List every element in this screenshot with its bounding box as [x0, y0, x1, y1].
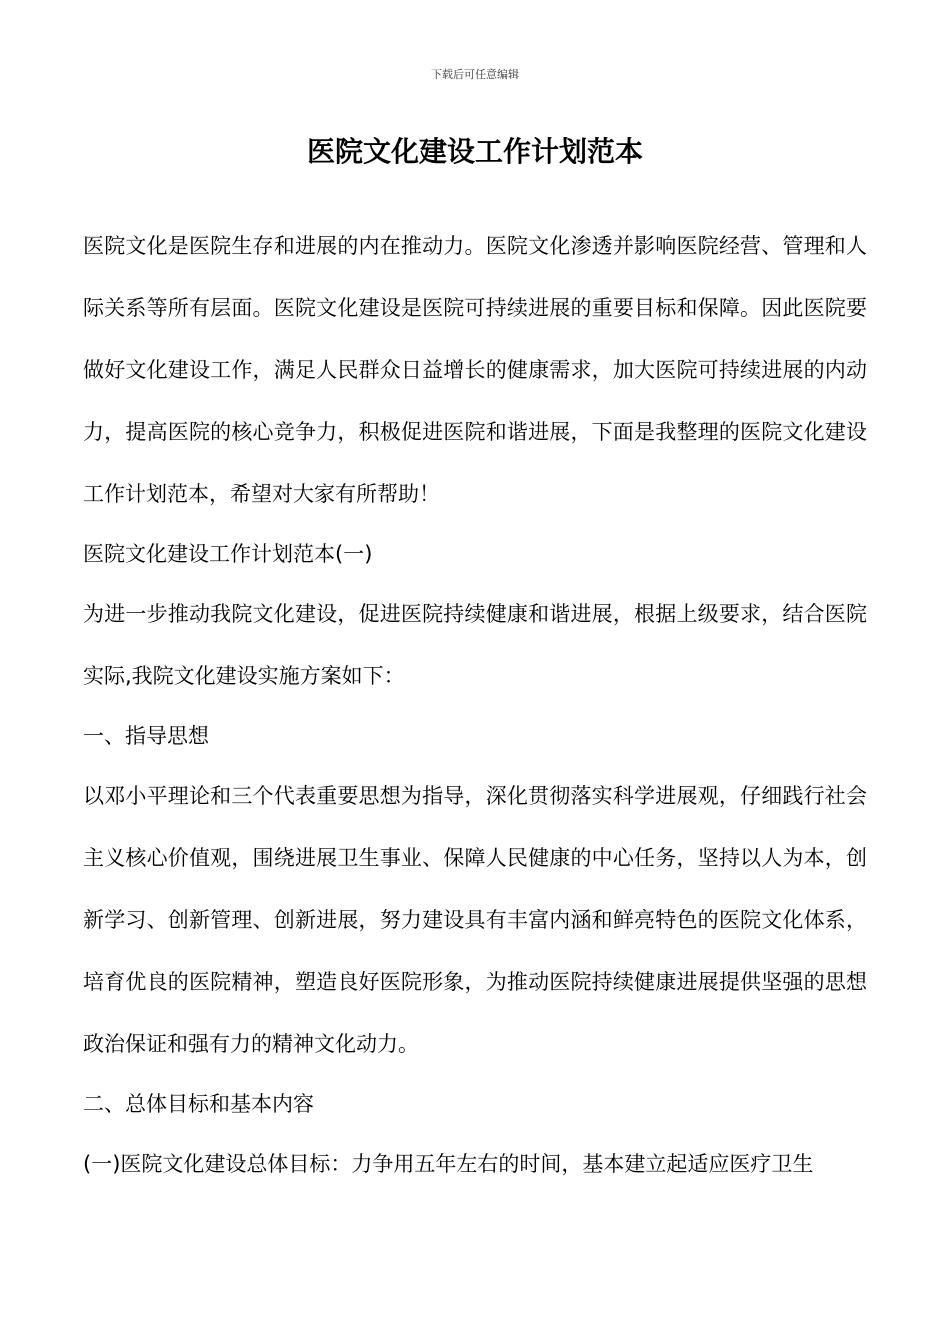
document-body	[83, 215, 867, 1195]
header-note: 下载后可任意编辑	[431, 68, 519, 81]
intro-paragraph: 医院文化是医院生存和进展的内在推动力。医院文化渗透并影响医院经营、管理和人际关系等所有层面。医院文化建设是医院可持续进展的重要目标和保障。因此医院要做好文化建设工作，满足人民群众日益增长的健康需求，加大医院可持续进展的内动力，提高医院的核心竞争力，积极促进医院和谐进展，下面是我整理的医院文化建设工作计划范本，希望对大家有所帮助！	[83, 234, 867, 506]
plan-intro-paragraph: 为进一步推动我院文化建设，促进医院持续健康和谐进展，根据上级要求，结合医院实际,我院文化建设实施方案如下：	[83, 602, 867, 688]
section-heading-guiding-ideology: 一、指导思想	[83, 724, 209, 748]
guiding-ideology-paragraph: 以邓小平理论和三个代表重要思想为指导，深化贯彻落实科学进展观，仔细践行社会主义核心价值观，围绕进展卫生事业、保障人民健康的中心任务，坚持以人为本，创新学习、创新管理、创新进展，努力建设具有丰富内涵和鲜亮特色的医院文化体系，培育优良的医院精神，塑造良好医院形象，为推动医院持续健康进展提供坚强的思想政治保证和强有力的精神文化动力。	[83, 784, 867, 1056]
section-heading-plan-1: 医院文化建设工作计划范本(一)	[83, 542, 373, 566]
goals-paragraph: (一)医院文化建设总体目标：力争用五年左右的时间，基本建立起适应医疗卫生	[83, 1152, 814, 1176]
section-heading-goals: 二、总体目标和基本内容	[83, 1092, 314, 1116]
document-title: 医院文化建设工作计划范本	[306, 135, 643, 168]
